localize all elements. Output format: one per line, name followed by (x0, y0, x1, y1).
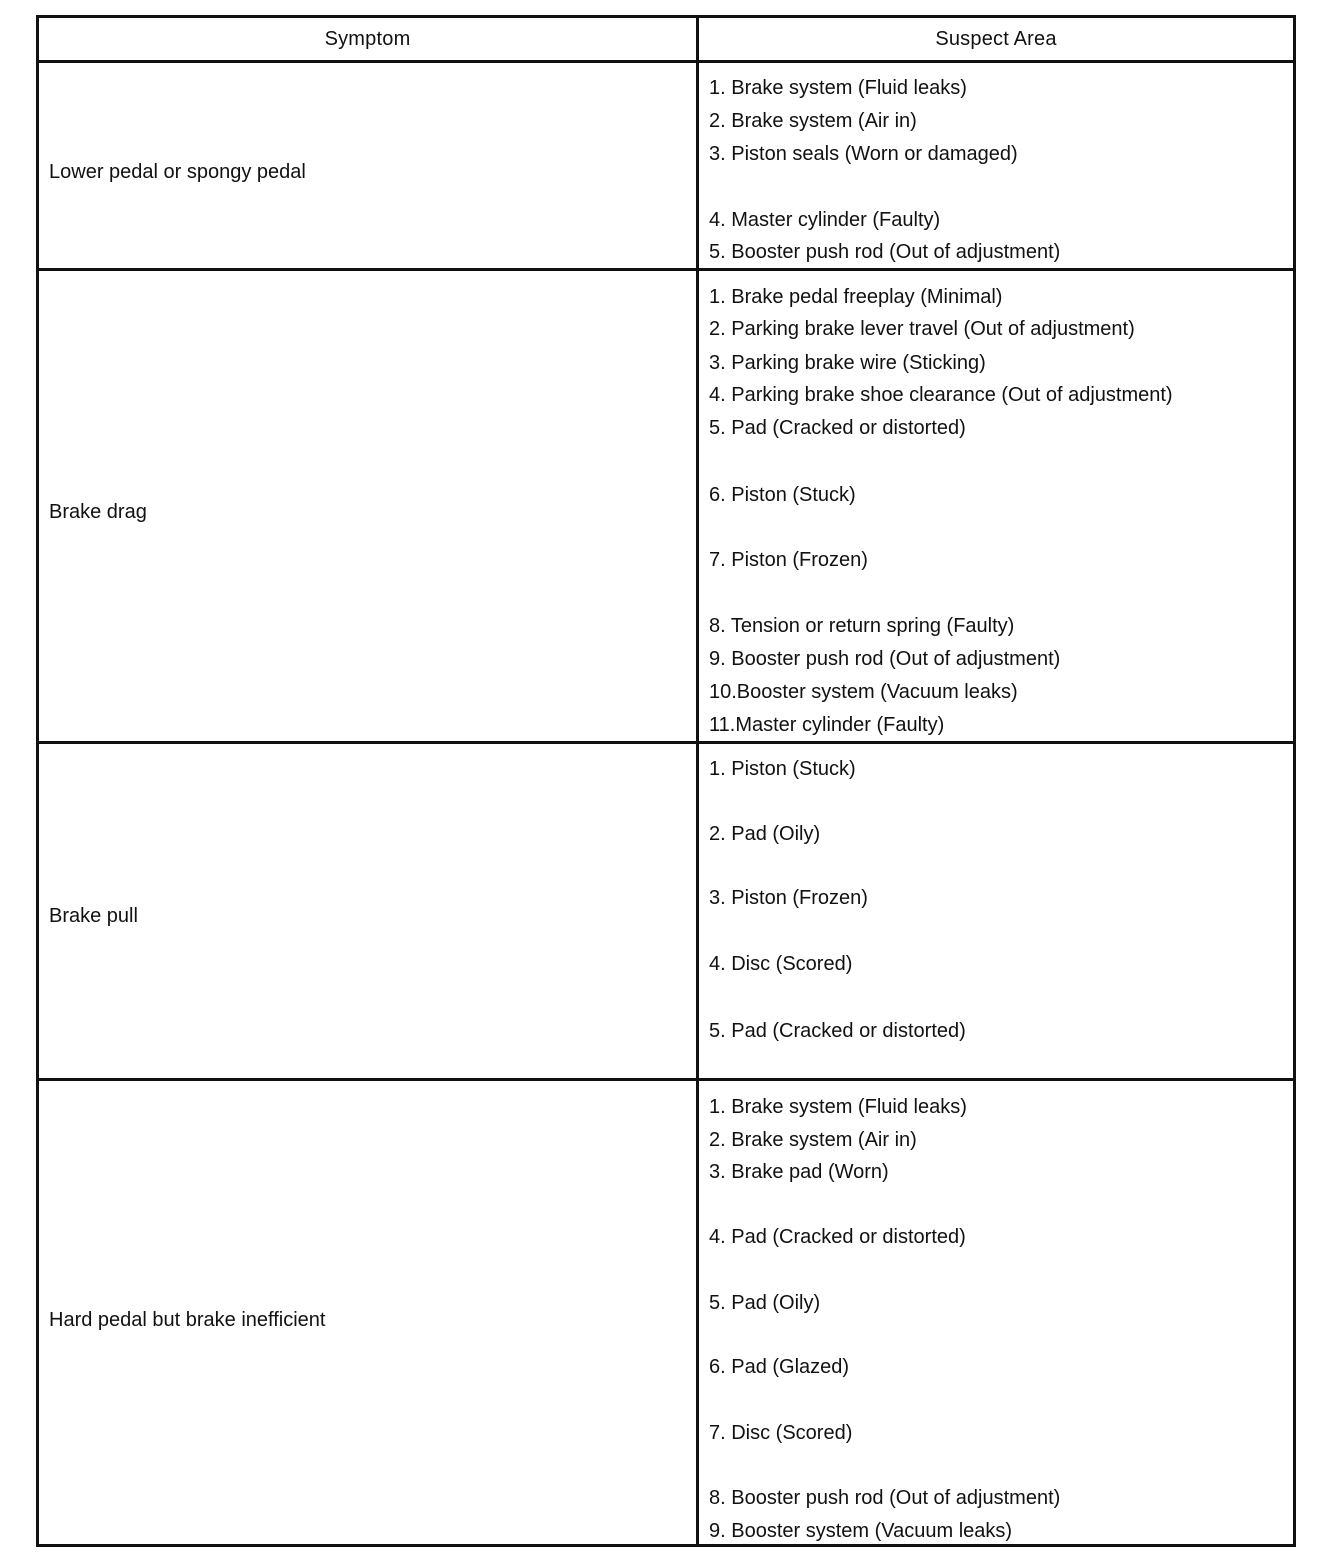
suspect-area-item: 4. Pad (Cracked or distorted) (709, 1226, 966, 1248)
column-divider (696, 18, 699, 1544)
header-suspect-area: Suspect Area (935, 27, 1057, 50)
suspect-area-item: 2. Pad (Oily) (709, 823, 821, 845)
suspect-area-item: 3. Brake pad (Worn) (709, 1161, 889, 1183)
row-divider (39, 268, 1293, 271)
suspect-area-item: 8. Tension or return spring (Faulty) (709, 615, 1015, 637)
suspect-area-item: 5. Pad (Oily) (709, 1292, 821, 1314)
suspect-area-item: 4. Parking brake shoe clearance (Out of adjustment) (709, 384, 1173, 406)
suspect-area-item: 5. Pad (Cracked or distorted) (709, 1020, 966, 1042)
suspect-area-item: 6. Pad (Glazed) (709, 1356, 850, 1378)
row-divider (39, 741, 1293, 744)
suspect-area-item: 4. Master cylinder (Faulty) (709, 209, 941, 231)
suspect-area-item: 2. Brake system (Air in) (709, 1129, 917, 1151)
symptom-cell: Brake drag (49, 501, 147, 523)
row-divider (39, 60, 1293, 63)
suspect-area-item: 7. Disc (Scored) (709, 1422, 853, 1444)
row-divider (39, 1078, 1293, 1081)
suspect-area-item: 5. Pad (Cracked or distorted) (709, 417, 966, 439)
suspect-area-item: 1. Brake system (Fluid leaks) (709, 77, 967, 99)
troubleshooting-table (36, 15, 1296, 1547)
symptom-cell: Hard pedal but brake inefficient (49, 1309, 326, 1331)
suspect-area-item: 6. Piston (Stuck) (709, 484, 856, 506)
suspect-area-item: 9. Booster system (Vacuum leaks) (709, 1520, 1013, 1542)
suspect-area-item: 2. Parking brake lever travel (Out of adjustment) (709, 318, 1135, 340)
suspect-area-item: 1. Brake system (Fluid leaks) (709, 1096, 967, 1118)
header-symptom: Symptom (324, 27, 411, 50)
suspect-area-item: 3. Piston (Frozen) (709, 887, 868, 909)
suspect-area-item: 10.Booster system (Vacuum leaks) (709, 681, 1018, 703)
suspect-area-item: 2. Brake system (Air in) (709, 110, 917, 132)
suspect-area-item: 9. Booster push rod (Out of adjustment) (709, 648, 1061, 670)
suspect-area-item: 11.Master cylinder (Faulty) (709, 714, 945, 736)
suspect-area-item: 1. Piston (Stuck) (709, 758, 856, 780)
suspect-area-item: 3. Piston seals (Worn or damaged) (709, 143, 1018, 165)
symptom-cell: Brake pull (49, 905, 138, 927)
suspect-area-item: 8. Booster push rod (Out of adjustment) (709, 1487, 1061, 1509)
suspect-area-item: 7. Piston (Frozen) (709, 549, 868, 571)
suspect-area-item: 4. Disc (Scored) (709, 953, 853, 975)
symptom-cell: Lower pedal or spongy pedal (49, 161, 306, 183)
suspect-area-item: 1. Brake pedal freeplay (Minimal) (709, 286, 1003, 308)
suspect-area-item: 5. Booster push rod (Out of adjustment) (709, 241, 1061, 263)
suspect-area-item: 3. Parking brake wire (Sticking) (709, 352, 986, 374)
